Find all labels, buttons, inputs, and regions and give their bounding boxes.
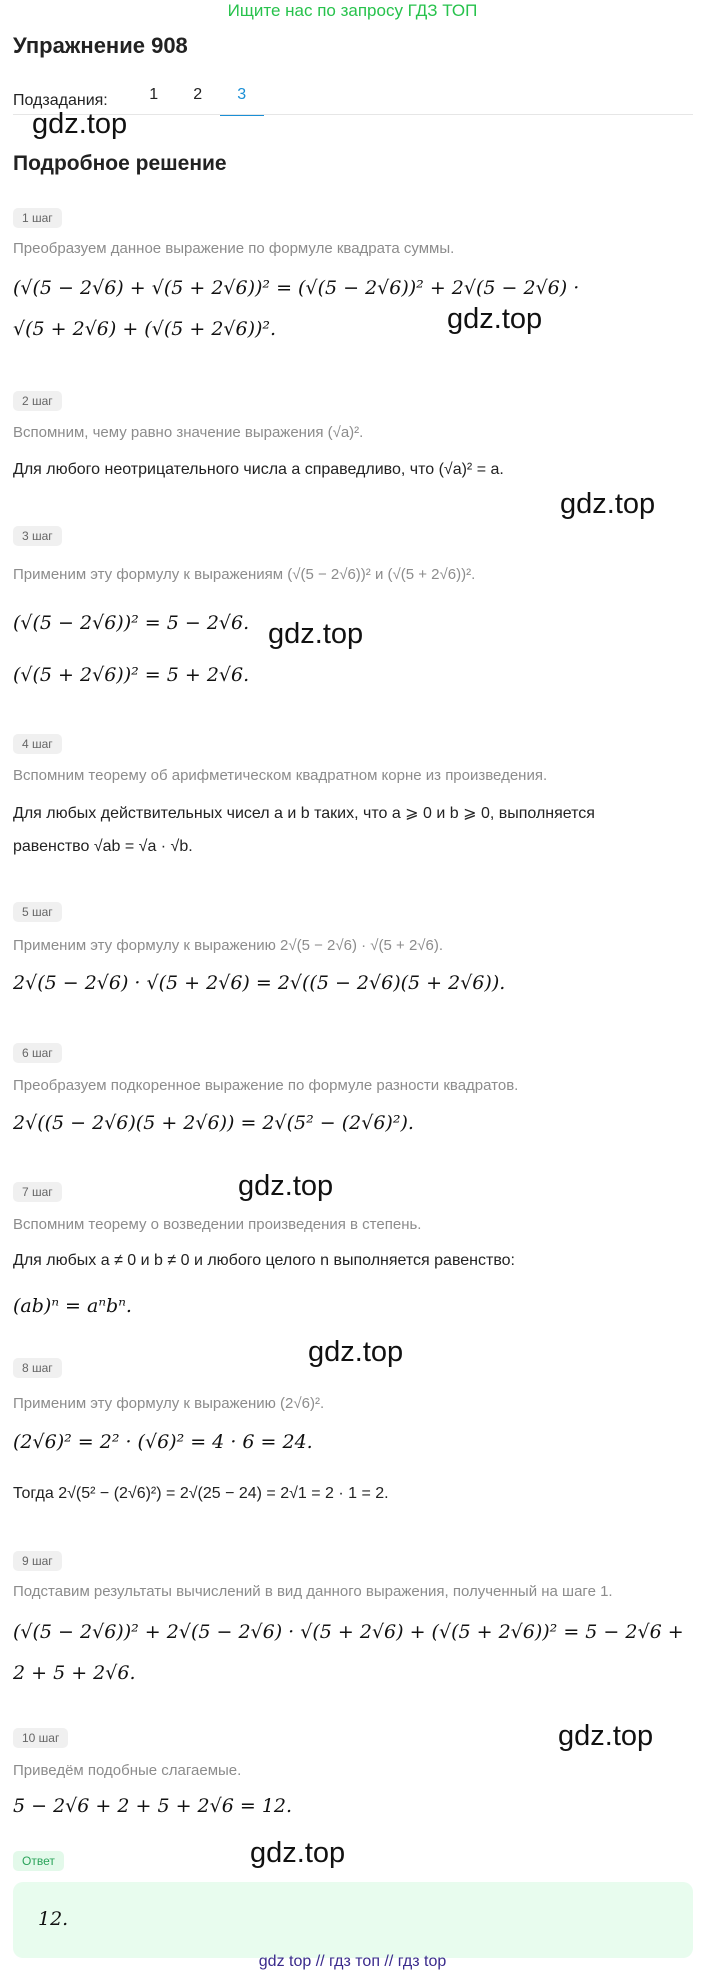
answer-value: 12. [38, 1908, 69, 1930]
watermark: gdz.top [308, 1336, 404, 1368]
solution-title: Подробное решение [13, 152, 227, 175]
search-banner: Ищите нас по запросу ГДЗ ТОП [227, 1, 478, 20]
tab-subtask-3[interactable]: 3 [220, 86, 264, 116]
step-badge: 5 шаг [13, 902, 62, 922]
step-hint: Применим эту формулу к выражениям (√(5 − 2√6))² и (√(5 + 2√6))². [13, 566, 476, 583]
step-hint: Преобразуем подкоренное выражение по формуле разности квадратов. [13, 1077, 519, 1094]
step-formula: √(5 + 2√6) + (√(5 + 2√6))². [13, 318, 277, 340]
step-badge: 7 шаг [13, 1182, 62, 1202]
watermark: gdz.top [558, 1720, 654, 1752]
answer-badge: Ответ [13, 1851, 64, 1871]
step-formula: 5 − 2√6 + 2 + 5 + 2√6 = 12. [13, 1795, 293, 1817]
step-badge: 3 шаг [13, 526, 62, 546]
step-formula: 2√((5 − 2√6)(5 + 2√6)) = 2√(5² − (2√6)²). [13, 1112, 414, 1134]
step-text: Для любых действительных чисел a и b таких, что a ⩾ 0 и b ⩾ 0, выполняется [13, 805, 595, 822]
step-badge: 10 шаг [13, 1728, 68, 1748]
watermark: gdz.top [268, 618, 364, 650]
step-hint: Применим эту формулу к выражению 2√(5 − 2√6) · √(5 + 2√6). [13, 937, 444, 954]
watermark: gdz.top [447, 303, 543, 335]
step-formula: (√(5 − 2√6))² = 5 − 2√6. [13, 612, 250, 634]
step-badge: 2 шаг [13, 391, 62, 411]
watermark: gdz.top [250, 1837, 346, 1869]
step-formula: 2 + 5 + 2√6. [13, 1662, 136, 1684]
step-badge: 6 шаг [13, 1043, 62, 1063]
step-hint: Приведём подобные слагаемые. [13, 1762, 242, 1779]
step-badge: 1 шаг [13, 208, 62, 228]
step-text: Тогда 2√(5² − (2√6)²) = 2√(25 − 24) = 2√1 = 2 · 1 = 2. [13, 1485, 389, 1502]
footer-links[interactable]: gdz top // гдз топ // гдз top [258, 1953, 447, 1970]
step-text: равенство √ab = √a · √b. [13, 838, 193, 855]
step-formula: (√(5 − 2√6))² + 2√(5 − 2√6) · √(5 + 2√6) + (√(5 + 2√6))² = 5 − 2√6 + [13, 1621, 684, 1643]
step-hint: Применим эту формулу к выражению (2√6)². [13, 1395, 325, 1412]
step-formula: 2√(5 − 2√6) · √(5 + 2√6) = 2√((5 − 2√6)(5 + 2√6)). [13, 972, 506, 994]
watermark: gdz.top [560, 488, 656, 520]
subtasks-label: Подзадания: [13, 92, 108, 109]
answer-box [13, 1882, 693, 1958]
step-hint: Вспомним теорему об арифметическом квадратном корне из произведения. [13, 767, 548, 784]
watermark: gdz.top [238, 1170, 334, 1202]
page-title: Упражнение 908 [13, 33, 188, 58]
step-hint: Подставим результаты вычислений в вид данного выражения, полученный на шаге 1. [13, 1583, 613, 1600]
step-badge: 8 шаг [13, 1358, 62, 1378]
step-hint: Вспомним теорему о возведении произведения в степень. [13, 1216, 422, 1233]
watermark: gdz.top [32, 108, 128, 140]
step-formula: (ab)ⁿ = aⁿbⁿ. [13, 1295, 132, 1317]
step-badge: 4 шаг [13, 734, 62, 754]
step-text: Для любых a ≠ 0 и b ≠ 0 и любого целого n выполняется равенство: [13, 1252, 515, 1269]
step-formula: (2√6)² = 2² · (√6)² = 4 · 6 = 24. [13, 1431, 313, 1453]
step-formula: (√(5 + 2√6))² = 5 + 2√6. [13, 664, 250, 686]
step-hint: Вспомним, чему равно значение выражения (√a)². [13, 424, 364, 441]
step-hint: Преобразуем данное выражение по формуле квадрата суммы. [13, 240, 455, 257]
tab-subtask-2[interactable]: 2 [193, 86, 203, 103]
tab-subtask-1[interactable]: 1 [149, 86, 159, 103]
step-formula: (√(5 − 2√6) + √(5 + 2√6))² = (√(5 − 2√6))² + 2√(5 − 2√6) · [13, 277, 580, 299]
step-badge: 9 шаг [13, 1551, 62, 1571]
step-text: Для любого неотрицательного числа a справедливо, что (√a)² = a. [13, 461, 504, 478]
